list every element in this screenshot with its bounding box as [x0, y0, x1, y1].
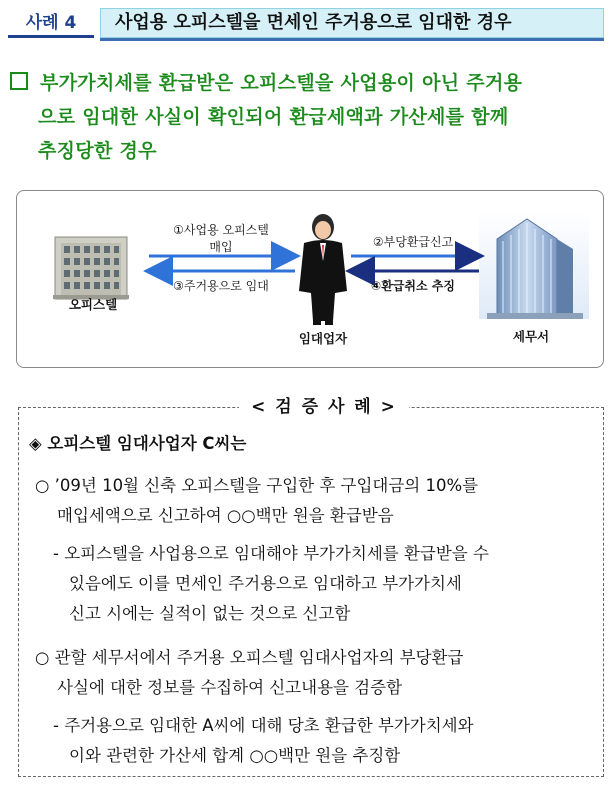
summary-line-3: 추징당한 경우: [38, 140, 157, 162]
verification-subject: ◈ 오피스텔 임대사업자 C씨는: [29, 434, 247, 453]
verification-item-2-cont: 사실에 대한 정보를 수집하여 신고내용을 검증함: [57, 678, 403, 697]
caption-lessor: 임대업자: [298, 331, 348, 346]
label-purchase-line2: 매입: [209, 240, 233, 254]
label-lease: ③주거용으로 임대: [173, 279, 269, 293]
verification-item-2: ○ 관할 세무서에서 주거용 오피스텔 임대사업자의 부당환급: [35, 648, 464, 667]
checkbox-square-icon: [10, 72, 28, 90]
verification-subitem-1: - 오피스텔을 사업용으로 임대해야 부가가치세를 환급받을 수: [53, 544, 489, 563]
verification-subitem-1-cont-a: 있음에도 이를 면세인 주거용으로 임대하고 부가가치세: [69, 574, 462, 593]
case-header: [8, 8, 604, 38]
header-underline: [100, 38, 604, 41]
verification-subitem-2: - 주거용으로 임대한 A씨에 대해 당초 환급한 부가가치세와: [53, 716, 474, 735]
verification-subitem-2-cont: 이와 관련한 가산세 합계 ○○백만 원을 추징함: [69, 746, 401, 765]
verification-subitem-1-cont-b: 신고 시에는 실적이 없는 것으로 신고함: [69, 604, 351, 623]
label-purchase-line1: ①사업용 오피스텔: [173, 223, 269, 237]
caption-tax-office: 세무서: [512, 329, 550, 344]
flow-diagram: [16, 190, 604, 368]
case-title: 사업용 오피스텔을 면세인 주거용으로 임대한 경우: [100, 8, 604, 38]
case-summary: [10, 66, 606, 168]
caption-officetel: 오피스텔: [68, 297, 118, 312]
verification-case-box: [18, 397, 604, 777]
summary-line-1: [10, 66, 606, 100]
officetel-building-icon: [53, 237, 129, 299]
verification-item-1-cont: 매입세액으로 신고하여 ○○백만 원을 환급받음: [57, 506, 394, 525]
label-purchase: [157, 221, 285, 255]
label-refund-report: ②부당환급신고: [372, 235, 454, 249]
label-refund-cancel: ④환급취소 추징: [371, 279, 455, 293]
summary-line-2: 으로 임대한 사실이 확인되어 환급세액과 가산세를 함께: [38, 106, 509, 128]
summary-text-1: 부가가치세를 환급받은 오피스텔을 사업용이 아닌 주거용: [40, 72, 523, 94]
verification-title: < 검 증 사 례 >: [239, 395, 409, 419]
lessor-person-icon: [299, 214, 347, 325]
tax-office-building-icon: [479, 211, 589, 319]
case-label: 사례 4: [8, 8, 94, 38]
verification-item-1: ○ ’09년 10월 신축 오피스텔을 구입한 후 구입대금의 10%를: [35, 476, 479, 495]
